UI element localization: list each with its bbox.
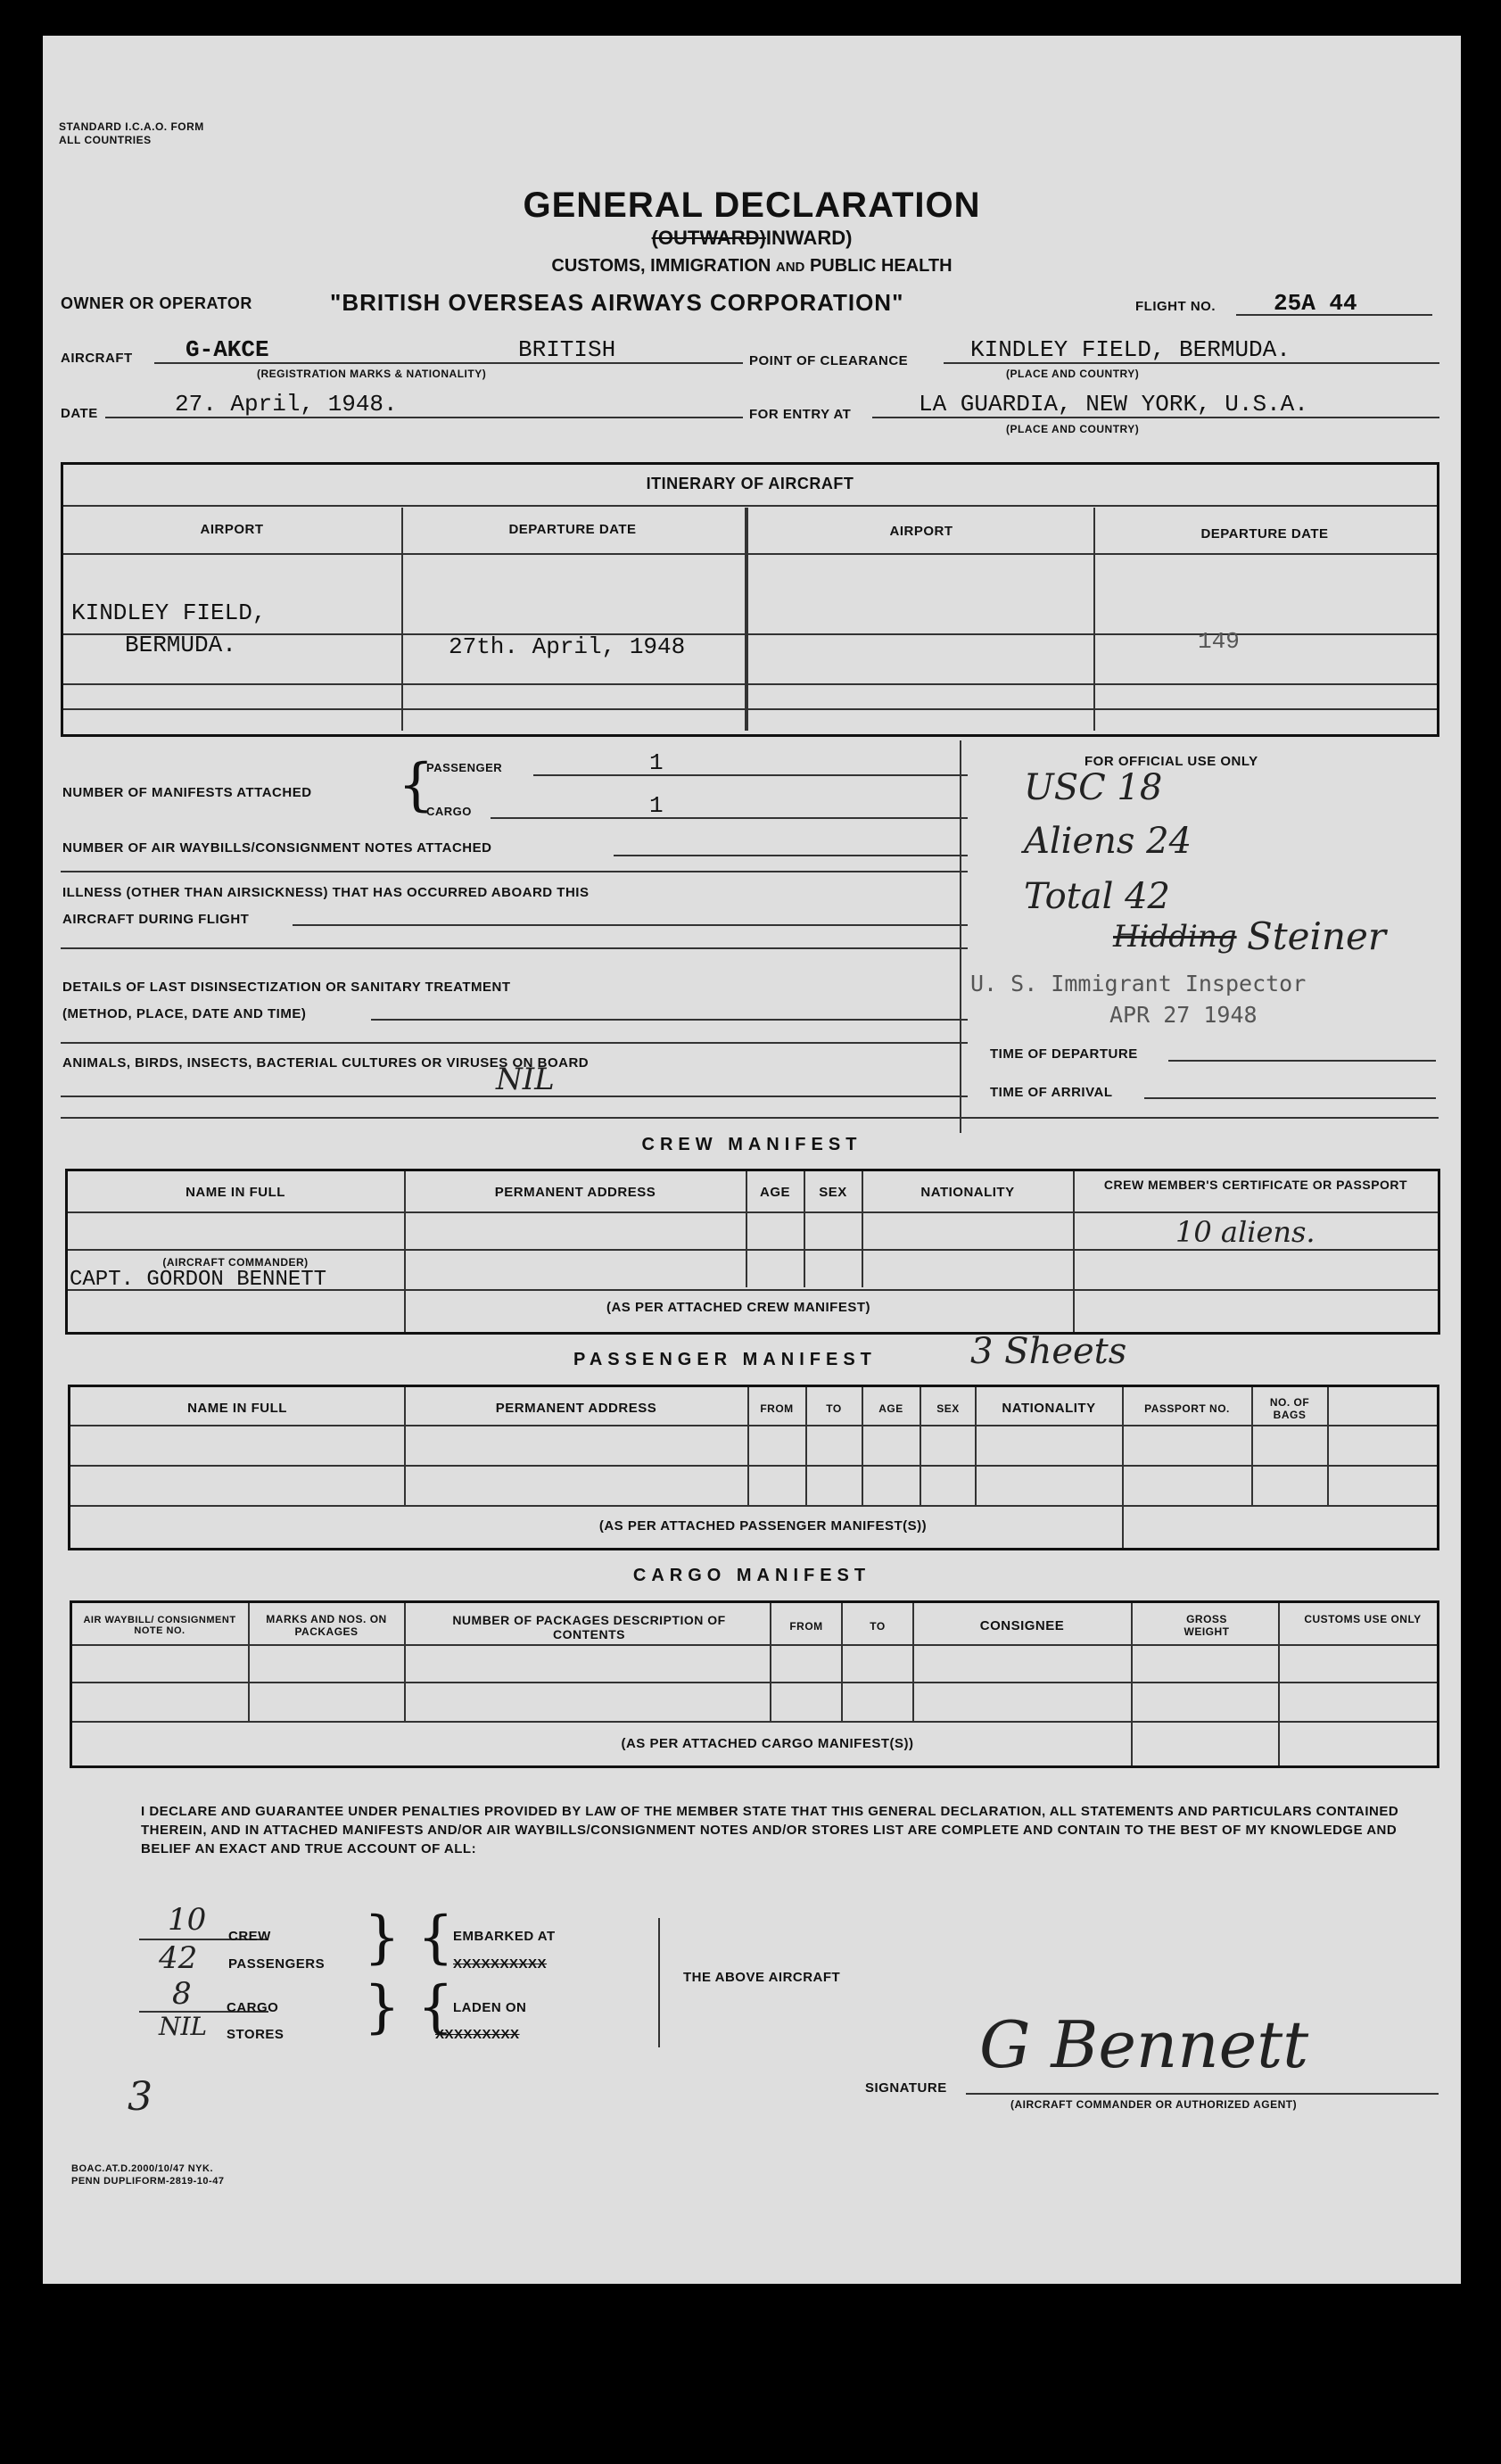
crew-handnote: 10 aliens. bbox=[1175, 1215, 1315, 1249]
crew-col-age: AGE bbox=[759, 1185, 790, 1200]
aircraft-label: AIRCRAFT bbox=[61, 351, 133, 366]
crew-row-rule bbox=[68, 1211, 1438, 1213]
crew-attached: (AS PER ATTACHED CREW MANIFEST) bbox=[606, 1300, 871, 1315]
disinsect-line bbox=[371, 1019, 968, 1021]
itinerary-col-departure2: DEPARTURE DATE bbox=[1200, 526, 1329, 542]
itinerary-airport-line1: KINDLEY FIELD, bbox=[71, 599, 267, 626]
official-total: Total 42 bbox=[1024, 876, 1170, 917]
passenger-col-passport: PASSPORT NO. bbox=[1144, 1402, 1230, 1415]
passenger-col-to: TO bbox=[826, 1402, 842, 1415]
decl-cargo-value: 8 bbox=[172, 1976, 192, 2012]
arrival-label: TIME OF ARRIVAL bbox=[990, 1085, 1113, 1100]
animals-line bbox=[61, 1096, 968, 1097]
cargo-col-packages: NUMBER OF PACKAGES DESCRIPTION OF CONTENTS bbox=[452, 1613, 726, 1641]
page-mark: 3 bbox=[128, 2074, 153, 2120]
itinerary-right-note: 149 bbox=[1198, 628, 1240, 655]
official-divider bbox=[960, 740, 961, 1133]
details-bottom-line bbox=[61, 1117, 1439, 1119]
above-aircraft: THE ABOVE AIRCRAFT bbox=[683, 1970, 841, 1985]
signature-sub: (AIRCRAFT COMMANDER OR AUTHORIZED AGENT) bbox=[1010, 2098, 1298, 2111]
footer-line2: PENN DUPLIFORM-2819-10-47 bbox=[71, 2176, 225, 2187]
crew-col-address: PERMANENT ADDRESS bbox=[494, 1185, 656, 1200]
decl-stores-label: STORES bbox=[227, 2027, 285, 2042]
subtitle-health: PUBLIC HEALTH bbox=[809, 256, 953, 276]
flight-value: 25A 44 bbox=[1274, 290, 1357, 317]
itinerary-rule bbox=[63, 553, 1437, 555]
crew-col-nationality: NATIONALITY bbox=[920, 1185, 1015, 1200]
cargo-col-divider bbox=[404, 1603, 406, 1721]
form-subtitle bbox=[43, 256, 1461, 277]
signature-label: SIGNATURE bbox=[865, 2080, 947, 2096]
passenger-attached: (AS PER ATTACHED PASSENGER MANIFEST(S)) bbox=[598, 1518, 928, 1534]
signature-line bbox=[966, 2093, 1439, 2095]
illness-line bbox=[293, 924, 968, 926]
direction-value: INWARD) bbox=[765, 227, 853, 249]
official-title: FOR OFFICIAL USE ONLY bbox=[1085, 754, 1258, 769]
cargo-col-consignee: CONSIGNEE bbox=[979, 1618, 1065, 1633]
entry-line bbox=[872, 417, 1439, 418]
cargo-col-divider bbox=[1278, 1603, 1280, 1765]
entry-label: FOR ENTRY AT bbox=[749, 407, 852, 422]
passenger-row-rule bbox=[70, 1505, 1437, 1507]
itinerary-col-departure: DEPARTURE DATE bbox=[508, 522, 637, 537]
passenger-manifests-label: PASSENGER bbox=[426, 761, 503, 774]
passenger-col-bags: NO. OF BAGS bbox=[1269, 1396, 1310, 1421]
decl-brace2: { bbox=[364, 1974, 400, 2040]
passenger-row-rule bbox=[70, 1465, 1437, 1467]
embarked-struck: XXXXXXXXXX bbox=[453, 1956, 548, 1972]
cargo-col-marks: MARKS AND NOS. ON PACKAGES bbox=[266, 1613, 387, 1638]
cargo-col-weight: GROSS WEIGHT bbox=[1183, 1613, 1230, 1638]
cargo-row-rule bbox=[72, 1644, 1437, 1646]
cargo-col-customs: CUSTOMS USE ONLY bbox=[1304, 1613, 1422, 1625]
cargo-manifests-line bbox=[491, 817, 968, 819]
passenger-col-age: AGE bbox=[878, 1402, 903, 1415]
crew-col-name: NAME IN FULL bbox=[186, 1185, 285, 1200]
aircraft-sub: (REGISTRATION MARKS & NATIONALITY) bbox=[257, 368, 487, 380]
cargo-row-rule bbox=[72, 1721, 1437, 1723]
waybills-line bbox=[614, 855, 968, 856]
disinsect-line3 bbox=[61, 1042, 968, 1044]
subtitle-customs: CUSTOMS, IMMIGRATION bbox=[551, 256, 771, 276]
page-title: GENERAL DECLARATION bbox=[523, 186, 981, 225]
laden-struck: XXXXXXXXX bbox=[435, 2027, 520, 2042]
passenger-col-from: FROM bbox=[760, 1402, 794, 1415]
departure-line bbox=[1168, 1060, 1436, 1062]
commander-value: CAPT. GORDON BENNETT bbox=[70, 1268, 327, 1292]
date-label: DATE bbox=[61, 406, 98, 421]
itinerary-title: ITINERARY OF AIRCRAFT bbox=[646, 475, 854, 492]
aircraft-reg: G-AKCE bbox=[186, 336, 269, 363]
cargo-col-waybill: AIR WAYBILL/ CONSIGNMENT NOTE NO. bbox=[83, 1615, 236, 1636]
itinerary-box bbox=[61, 462, 1439, 737]
itinerary-divider bbox=[1093, 508, 1095, 731]
aircraft-nationality: BRITISH bbox=[518, 336, 616, 363]
disinsect-line2: (METHOD, PLACE, DATE AND TIME) bbox=[62, 1006, 307, 1021]
crew-col-certificate: CREW MEMBER'S CERTIFICATE OR PASSPORT bbox=[1103, 1178, 1408, 1192]
official-aliens: Aliens 24 bbox=[1024, 821, 1192, 862]
official-inspector: U. S. Immigrant Inspector bbox=[970, 971, 1307, 996]
crew-row-rule bbox=[68, 1249, 1438, 1251]
cargo-attached: (AS PER ATTACHED CARGO MANIFEST(S)) bbox=[621, 1736, 914, 1751]
decl-stores-value: NIL bbox=[159, 2012, 208, 2041]
date-line bbox=[105, 417, 743, 418]
arrival-line bbox=[1144, 1097, 1436, 1099]
decl-brace1: { bbox=[364, 1905, 400, 1971]
embarked-label: EMBARKED AT bbox=[453, 1929, 556, 1944]
itinerary-col-airport: AIRPORT bbox=[200, 522, 264, 537]
passenger-col-divider bbox=[1327, 1387, 1329, 1505]
laden-label: LADEN ON bbox=[453, 2000, 527, 2015]
cargo-manifests-value: 1 bbox=[649, 792, 664, 819]
clearance-value: KINDLEY FIELD, BERMUDA. bbox=[970, 336, 1291, 363]
manifests-label: NUMBER OF MANIFESTS ATTACHED bbox=[62, 785, 312, 800]
cargo-col-from: FROM bbox=[789, 1620, 823, 1633]
flight-label: FLIGHT NO. bbox=[1135, 299, 1216, 314]
cargo-title: CARGO MANIFEST bbox=[632, 1566, 871, 1585]
itinerary-rule bbox=[63, 505, 1437, 507]
form-sheet bbox=[43, 36, 1461, 2284]
decl-crew-label: CREW bbox=[228, 1929, 271, 1944]
itinerary-divider bbox=[401, 508, 403, 731]
passenger-handnote: 3 Sheets bbox=[970, 1331, 1127, 1372]
official-signature: Steiner bbox=[1247, 914, 1386, 958]
cargo-row-rule bbox=[72, 1682, 1437, 1683]
decl-passengers-value: 42 bbox=[159, 1940, 198, 1976]
official-usc: USC 18 bbox=[1024, 767, 1163, 808]
passenger-col-address: PERMANENT ADDRESS bbox=[495, 1401, 657, 1416]
itinerary-col-airport2: AIRPORT bbox=[889, 524, 953, 539]
declaration-text: I DECLARE AND GUARANTEE UNDER PENALTIES PROVIDED BY LAW OF THE MEMBER STATE THAT THIS GENERAL DECLARATION, ALL STATEMENTS AND PARTICULARS CONTAINED THEREIN, AND IN ATTACHED MANIFESTS AND/OR AIR WAYBILLS/CONSIGNMENT NOTES AND/OR STORES LIST ARE COMPLETE AND CONTAIN TO THE BEST OF MY KNOWLEDGE AND BELIEF AN EXACT AND TRUE ACCOUNT OF ALL: bbox=[141, 1804, 1399, 1856]
passenger-col-name: NAME IN FULL bbox=[187, 1401, 287, 1416]
passenger-manifests-line bbox=[533, 774, 832, 776]
aircraft-line bbox=[154, 362, 743, 364]
itinerary-airport-line2: BERMUDA. bbox=[125, 632, 236, 658]
disinsect-line1: DETAILS OF LAST DISINSECTIZATION OR SANITARY TREATMENT bbox=[62, 980, 511, 995]
subtitle-and: AND bbox=[775, 260, 805, 275]
flight-line bbox=[1236, 314, 1432, 316]
decl-passengers-label: PASSENGERS bbox=[228, 1956, 326, 1972]
illness-line2: AIRCRAFT DURING FLIGHT bbox=[62, 912, 250, 927]
footer-line1: BOAC.AT.D.2000/10/47 NYK. bbox=[71, 2163, 214, 2174]
crew-col-sex: SEX bbox=[819, 1185, 847, 1200]
entry-sub: (PLACE AND COUNTRY) bbox=[1006, 423, 1140, 435]
clearance-sub: (PLACE AND COUNTRY) bbox=[1006, 368, 1140, 380]
crew-title: CREW MANIFEST bbox=[641, 1135, 862, 1154]
itinerary-divider bbox=[745, 508, 748, 731]
illness-line1: ILLNESS (OTHER THAN AIRSICKNESS) THAT HAS OCCURRED ABOARD THIS bbox=[62, 885, 590, 900]
clearance-line bbox=[944, 362, 1439, 364]
animals-label: ANIMALS, BIRDS, INSECTS, BACTERIAL CULTURES OR VIRUSES ON BOARD bbox=[62, 1055, 590, 1071]
entry-value: LA GUARDIA, NEW YORK, U.S.A. bbox=[919, 391, 1308, 418]
official-stamp-date: APR 27 1948 bbox=[1109, 1002, 1258, 1028]
signature-value: G Bennett bbox=[979, 2007, 1309, 2082]
itinerary-rule bbox=[63, 708, 1437, 710]
departure-label: TIME OF DEPARTURE bbox=[990, 1046, 1138, 1062]
owner-value: "BRITISH OVERSEAS AIRWAYS CORPORATION" bbox=[330, 289, 904, 316]
animals-value: NIL bbox=[496, 1062, 555, 1097]
passenger-manifests-line2 bbox=[803, 774, 968, 776]
date-value: 27. April, 1948. bbox=[175, 391, 398, 418]
passenger-manifests-value: 1 bbox=[649, 749, 664, 776]
decl-brace3: { bbox=[417, 1905, 454, 1971]
decl-crew-value: 10 bbox=[168, 1902, 207, 1938]
decl-cargo-label: CARGO bbox=[227, 2000, 279, 2015]
decl-divider bbox=[658, 1918, 660, 2047]
owner-label: OWNER OR OPERATOR bbox=[61, 294, 252, 312]
standard-form-line2: ALL COUNTRIES bbox=[59, 134, 152, 146]
waybills-line2 bbox=[61, 871, 968, 872]
cargo-manifests-label: CARGO bbox=[426, 805, 472, 818]
cargo-col-divider bbox=[1131, 1603, 1133, 1765]
passenger-col-sex: SEX bbox=[936, 1402, 960, 1415]
direction-line bbox=[43, 227, 1461, 250]
itinerary-departure: 27th. April, 1948 bbox=[449, 633, 686, 660]
direction-struck: (OUTWARD) bbox=[651, 227, 766, 249]
crew-col-divider bbox=[1073, 1171, 1075, 1332]
commander-label: (AIRCRAFT COMMANDER) bbox=[162, 1256, 309, 1269]
passenger-row-rule bbox=[70, 1425, 1437, 1426]
waybills-label: NUMBER OF AIR WAYBILLS/CONSIGNMENT NOTES ATTACHED bbox=[62, 840, 492, 856]
cargo-col-to: TO bbox=[870, 1620, 886, 1633]
manifests-brace: { bbox=[398, 752, 434, 818]
standard-form-line1: STANDARD I.C.A.O. FORM bbox=[59, 120, 204, 133]
passenger-title: PASSENGER MANIFEST bbox=[573, 1350, 877, 1369]
itinerary-rule bbox=[63, 683, 1437, 685]
decl-brace4: { bbox=[417, 1974, 454, 2040]
official-struck-name: Hidding bbox=[1113, 919, 1237, 955]
passenger-col-nationality: NATIONALITY bbox=[1002, 1401, 1096, 1416]
illness-line3 bbox=[61, 947, 968, 949]
clearance-label: POINT OF CLEARANCE bbox=[749, 353, 909, 368]
